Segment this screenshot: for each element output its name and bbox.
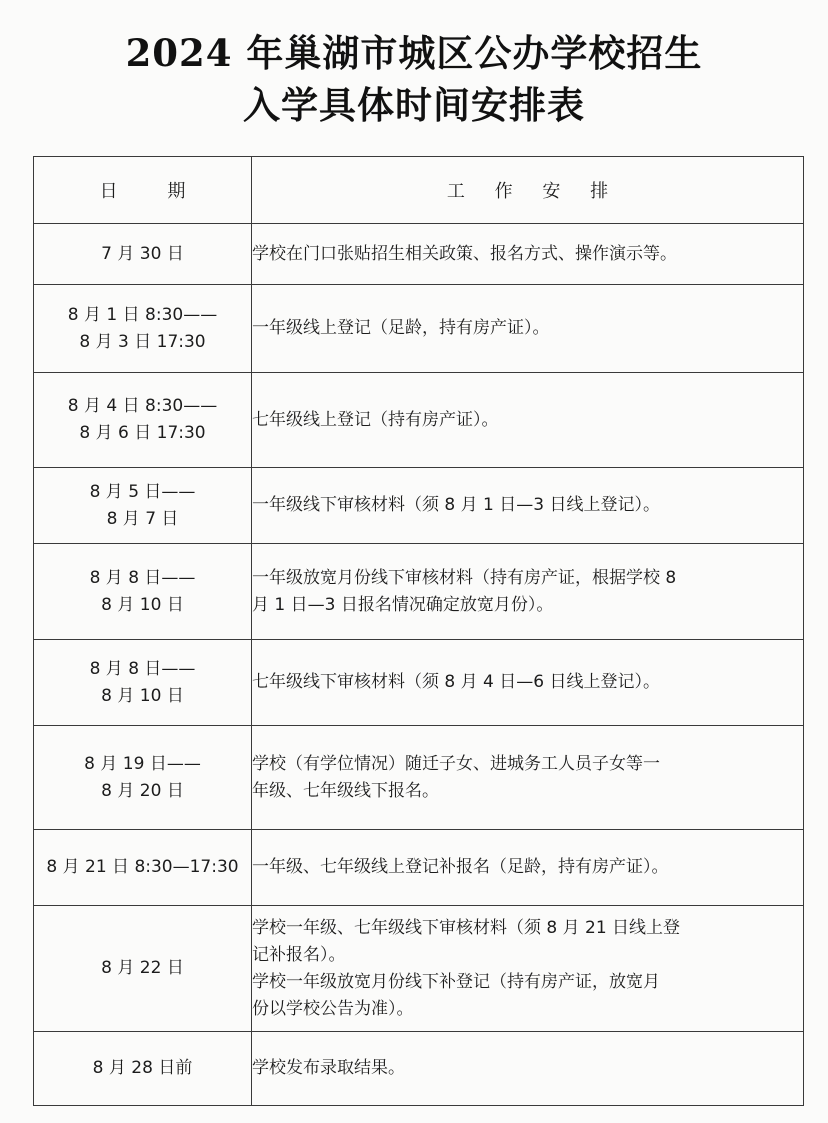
task-cell bbox=[252, 285, 804, 373]
task-cell bbox=[252, 640, 804, 726]
task-cell bbox=[252, 726, 804, 830]
table-row bbox=[34, 906, 804, 1032]
task-text: 份以学校公告为准）。 bbox=[252, 998, 414, 1019]
header-date: 日 期 bbox=[34, 157, 252, 224]
task-cell bbox=[252, 1032, 804, 1106]
task-text: 一年级线下审核材料（须 8 月 1 日—3 日线上登记）。 bbox=[252, 495, 660, 515]
date-text: 8 月 7 日 bbox=[106, 508, 179, 529]
date-cell bbox=[34, 640, 252, 726]
date-text: 8 月 8 日—— bbox=[89, 658, 196, 679]
task-cell bbox=[252, 224, 804, 285]
table-row bbox=[34, 224, 804, 285]
task-text: 一年级放宽月份线下审核材料（持有房产证，根据学校 8 bbox=[252, 567, 677, 588]
date-cell bbox=[34, 906, 252, 1032]
date-text: 8 月 20 日 bbox=[101, 780, 184, 801]
date-cell bbox=[34, 373, 252, 468]
date-text: 7 月 30 日 bbox=[101, 243, 184, 264]
date-text: 8 月 22 日 bbox=[101, 958, 184, 978]
date-cell bbox=[34, 726, 252, 830]
table-row bbox=[34, 830, 804, 906]
task-text: 一年级、七年级线上登记补报名（足龄，持有房产证）。 bbox=[252, 857, 669, 877]
header-task: 工 作 安 排 bbox=[252, 157, 804, 224]
task-text: 学校在门口张贴招生相关政策、报名方式、操作演示等。 bbox=[252, 243, 677, 264]
table-row bbox=[34, 726, 804, 830]
table-row bbox=[34, 544, 804, 640]
date-text: 8 月 4 日 8:30—— bbox=[67, 396, 218, 416]
date-text: 8 月 6 日 17:30 bbox=[79, 423, 206, 443]
date-text: 8 月 8 日—— bbox=[89, 567, 196, 588]
task-cell bbox=[252, 468, 804, 544]
date-text: 8 月 10 日 bbox=[101, 685, 184, 706]
task-cell bbox=[252, 906, 804, 1032]
table-row bbox=[34, 468, 804, 544]
table-row bbox=[34, 373, 804, 468]
date-cell bbox=[34, 1032, 252, 1106]
task-text: 学校一年级、七年级线下审核材料（须 8 月 21 日线上登 bbox=[252, 917, 681, 938]
task-text: 一年级线上登记（足龄，持有房产证）。 bbox=[252, 318, 550, 338]
task-text: 七年级线下审核材料（须 8 月 4 日—6 日线上登记）。 bbox=[252, 672, 660, 692]
task-text: 年级、七年级线下报名。 bbox=[252, 780, 439, 801]
schedule-table bbox=[33, 156, 804, 1106]
date-text: 8 月 1 日 8:30—— bbox=[67, 304, 218, 325]
table-row bbox=[34, 640, 804, 726]
task-text: 月 1 日—3 日报名情况确定放宽月份）。 bbox=[252, 594, 554, 615]
task-text: 学校（有学位情况）随迁子女、进城务工人员子女等一 bbox=[252, 753, 660, 774]
task-cell bbox=[252, 544, 804, 640]
date-text: 8 月 5 日—— bbox=[89, 481, 196, 502]
date-text: 8 月 19 日—— bbox=[84, 753, 201, 774]
date-text: 8 月 28 日前 bbox=[92, 1058, 193, 1078]
task-text: 学校发布录取结果。 bbox=[252, 1058, 405, 1078]
task-cell bbox=[252, 373, 804, 468]
table-row bbox=[34, 1032, 804, 1106]
document-title-line-1: 2024 年巢湖市城区公办学校招生 bbox=[125, 31, 703, 75]
date-text: 8 月 3 日 17:30 bbox=[79, 331, 206, 352]
table-row bbox=[34, 285, 804, 373]
date-text: 8 月 21 日 8:30—17:30 bbox=[46, 857, 239, 877]
date-cell bbox=[34, 285, 252, 373]
task-cell bbox=[252, 830, 804, 906]
date-cell bbox=[34, 224, 252, 285]
date-cell bbox=[34, 830, 252, 906]
table-header-row bbox=[34, 157, 804, 224]
task-text: 七年级线上登记（持有房产证）。 bbox=[252, 409, 499, 430]
task-text: 记补报名）。 bbox=[252, 944, 346, 965]
task-text: 学校一年级放宽月份线下补登记（持有房产证，放宽月 bbox=[252, 971, 660, 992]
document-title-line-2: 入学具体时间安排表 bbox=[243, 83, 585, 127]
date-text: 8 月 10 日 bbox=[101, 594, 184, 615]
date-cell bbox=[34, 544, 252, 640]
date-cell bbox=[34, 468, 252, 544]
